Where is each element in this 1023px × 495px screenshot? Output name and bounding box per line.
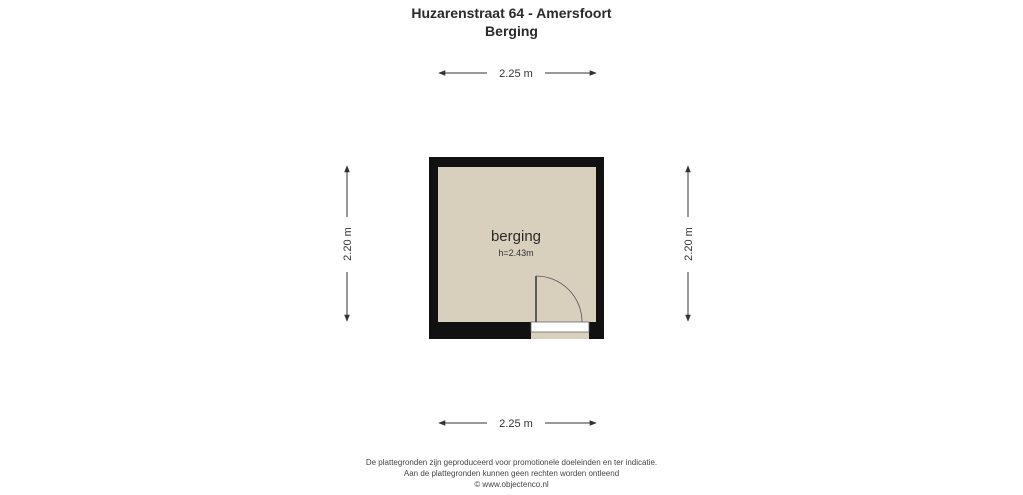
room-height: h=2.43m	[498, 248, 534, 258]
address-title: Huzarenstraat 64 - Amersfoort	[411, 5, 612, 21]
copyright-line: © www.objectenco.nl	[474, 480, 549, 489]
wall-right	[596, 157, 604, 339]
dimension-bottom	[439, 418, 596, 430]
disclaimer-footer	[0, 457, 1023, 490]
room-name: berging	[490, 228, 542, 245]
disclaimer-line-2: Aan de plattegronden kunnen geen rechten worden ontleend	[403, 469, 620, 478]
dimension-top	[439, 68, 596, 80]
dimension-left-label: 2.20 m	[342, 227, 354, 261]
wall-bottom-left	[429, 322, 531, 339]
door-threshold	[531, 322, 589, 332]
dimension-top-label: 2.25 m	[499, 68, 533, 80]
dimension-right	[683, 166, 695, 321]
dimension-bottom-label: 2.25 m	[499, 418, 533, 430]
dimension-left	[342, 166, 354, 321]
wall-top	[429, 157, 604, 167]
wall-left	[429, 157, 438, 339]
dimension-right-label: 2.20 m	[683, 227, 695, 261]
floor-subtitle: Berging	[485, 23, 538, 39]
room-berging	[429, 157, 604, 339]
disclaimer-line-1: De plattegronden zijn geproduceerd voor promotionele doeleinden en ter indicatie.	[365, 458, 658, 467]
wall-bottom-right-stub	[589, 322, 604, 339]
